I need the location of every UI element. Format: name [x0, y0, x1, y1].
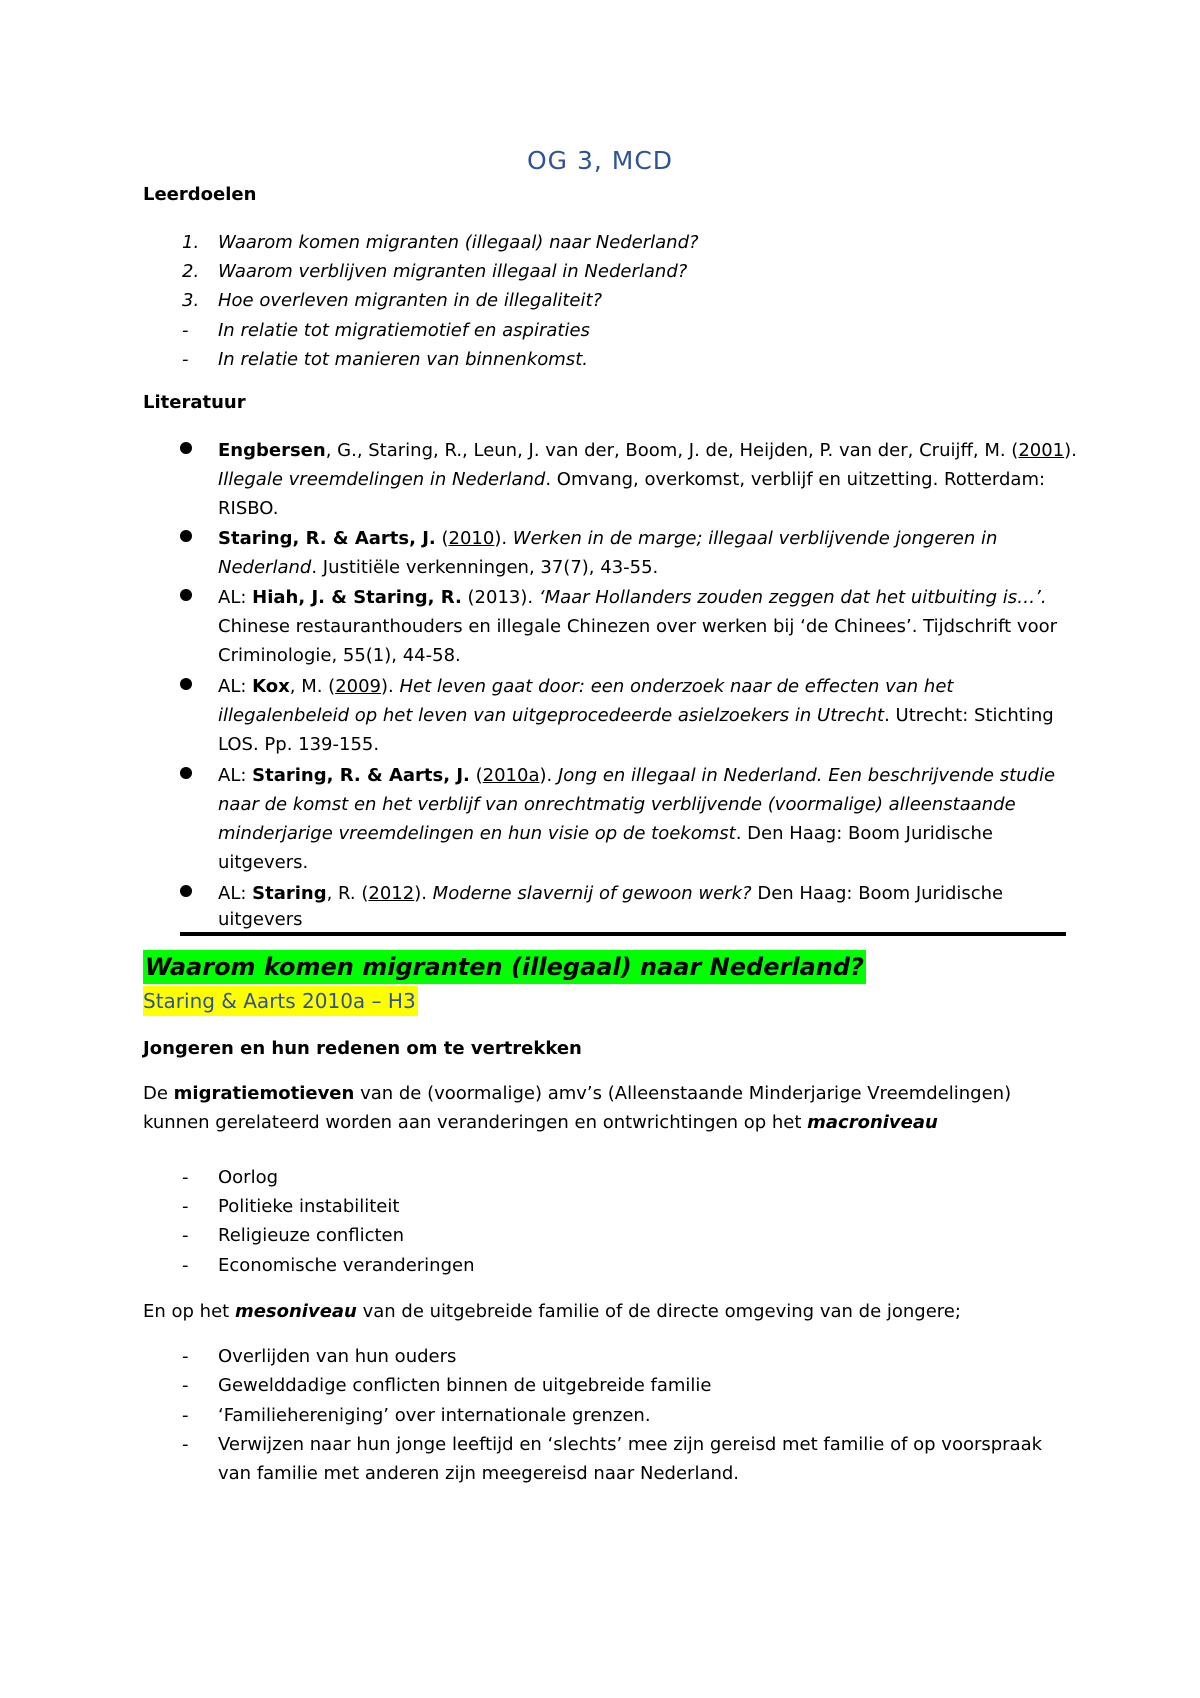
list-marker: - [182, 1346, 189, 1367]
reference-line: Engbersen, G., Staring, R., Leun, J. van der, Boom, J. de, Heijden, P. van der, Cruijff, M. (2001). [218, 440, 1077, 461]
list-item: Waarom komen migranten (illegaal) naar Nederland? [218, 232, 699, 253]
bullet-icon [180, 678, 192, 690]
reference-line: AL: Staring, R. & Aarts, J. (2010a). Jong en illegaal in Nederland. Een beschrijvende studie [218, 765, 1056, 786]
reference-line: uitgevers [218, 909, 303, 930]
reference-line: LOS. Pp. 139-155. [218, 734, 380, 755]
reference-line: minderjarige vreemdelingen en hun visie op de toekomst. Den Haag: Boom Juridische [218, 823, 993, 844]
list-marker: - [182, 349, 189, 370]
reference-line: Nederland. Justitiële verkenningen, 37(7), 43-55. [218, 557, 659, 578]
page-title: OG 3, MCD [526, 146, 674, 175]
list-item: ‘Familiehereniging’ over internationale grenzen. [218, 1405, 651, 1426]
list-marker: - [182, 1255, 189, 1276]
list-marker: - [182, 1167, 189, 1188]
section-subheading: Staring & Aarts 2010a – H3 [143, 986, 418, 1016]
reference-line: naar de komst en het verblijf van onrechtmatig verblijvende (voormalige) alleenstaande [218, 794, 1016, 815]
list-item: Religieuze conflicten [218, 1225, 405, 1246]
list-marker: - [182, 1434, 189, 1455]
list-item: Verwijzen naar hun jonge leeftijd en ‘slechts’ mee zijn gereisd met familie of op voorspraak [218, 1434, 1043, 1455]
reference-line: Chinese restauranthouders en illegale Chinezen over werken bij ‘de Chinees’. Tijdschrift voor [218, 616, 1058, 637]
reference-line: Staring, R. & Aarts, J. (2010). Werken in de marge; illegaal verblijvende jongeren in [218, 528, 998, 549]
reference-line: Illegale vreemdelingen in Nederland. Omvang, overkomst, verblijf en uitzetting. Rotterdam: [218, 469, 1046, 490]
reference-line: illegalenbeleid op het leven van uitgeprocedeerde asielzoekers in Utrecht. Utrecht: Stichting [218, 705, 1054, 726]
list-marker: 3. [182, 290, 200, 311]
literatuur-heading: Literatuur [143, 392, 246, 413]
sub-heading: Jongeren en hun redenen om te vertrekken [143, 1038, 582, 1059]
list-marker: - [182, 1225, 189, 1246]
list-marker: - [182, 1405, 189, 1426]
paragraph-line: De migratiemotieven van de (voormalige) amv’s (Alleenstaande Minderjarige Vreemdelingen) [143, 1083, 1012, 1104]
list-item: Hoe overleven migranten in de illegaliteit? [218, 290, 603, 311]
list-item: In relatie tot manieren van binnenkomst. [218, 349, 588, 370]
reference-line: uitgevers. [218, 852, 309, 873]
reference-line: AL: Staring, R. (2012). Moderne slavernij of gewoon werk? Den Haag: Boom Juridische [218, 883, 1004, 904]
bullet-icon [180, 589, 192, 601]
paragraph-line: En op het mesoniveau van de uitgebreide familie of de directe omgeving van de jongere; [143, 1301, 961, 1322]
bullet-icon [180, 442, 192, 454]
leerdoelen-heading: Leerdoelen [143, 184, 257, 205]
list-item: Overlijden van hun ouders [218, 1346, 457, 1367]
list-marker: - [182, 1375, 189, 1396]
bullet-icon [180, 885, 192, 897]
list-marker: 1. [182, 232, 200, 253]
reference-line: AL: Hiah, J. & Staring, R. (2013). ‘Maar Hollanders zouden zeggen dat het uitbuiting is…’. [218, 587, 1047, 608]
horizontal-rule [180, 932, 1066, 936]
list-marker: - [182, 1196, 189, 1217]
list-item: Waarom verblijven migranten illegaal in Nederland? [218, 261, 688, 282]
list-item-continuation: van familie met anderen zijn meegereisd naar Nederland. [218, 1463, 740, 1484]
paragraph-line: kunnen gerelateerd worden aan veranderingen en ontwrichtingen op het macroniveau [143, 1112, 938, 1133]
list-item: Politieke instabiliteit [218, 1196, 400, 1217]
list-item: In relatie tot migratiemotief en aspiraties [218, 320, 590, 341]
list-marker: - [182, 320, 189, 341]
reference-line: AL: Kox, M. (2009). Het leven gaat door: een onderzoek naar de effecten van het [218, 676, 954, 697]
list-item: Oorlog [218, 1167, 279, 1188]
reference-line: Criminologie, 55(1), 44-58. [218, 645, 461, 666]
bullet-icon [180, 767, 192, 779]
section-heading: Waarom komen migranten (illegaal) naar Nederland? [143, 950, 866, 984]
list-item: Economische veranderingen [218, 1255, 475, 1276]
bullet-icon [180, 530, 192, 542]
list-item: Gewelddadige conflicten binnen de uitgebreide familie [218, 1375, 712, 1396]
reference-line: RISBO. [218, 498, 279, 519]
list-marker: 2. [182, 261, 200, 282]
